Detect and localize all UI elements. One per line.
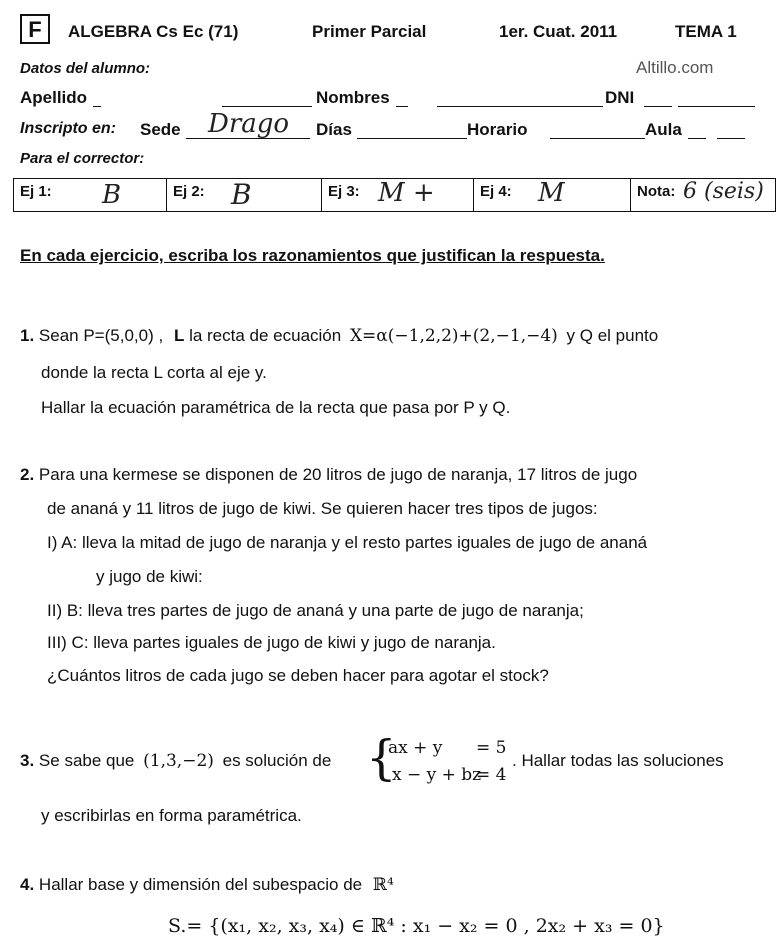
dni-line[interactable]: [678, 106, 755, 107]
exercise-2-line-1: [20, 464, 637, 486]
exercise-1-line-3: Hallar la ecuación paramétrica de la recta que pasa por P y Q.: [41, 398, 511, 417]
exercise-1-line-equation: X=α(−1,2,2)+(2,−1,−4): [349, 326, 558, 346]
dni-label: DNI: [605, 88, 635, 107]
exam-name: Primer Parcial: [312, 22, 427, 41]
exam-letter-box: [20, 14, 50, 44]
course-title: ALGEBRA Cs Ec (71): [68, 22, 239, 41]
exercise-4-text: Hallar base y dimensión del subespacio de: [38, 875, 363, 894]
aula-label: Aula: [645, 120, 682, 139]
grade-cell-label: Nota:: [637, 183, 676, 200]
exercise-3-text-c: . Hallar todas las soluciones: [512, 751, 724, 770]
exercise-1-number: 1.: [20, 326, 35, 345]
horario-line[interactable]: [550, 138, 645, 139]
exercise-1-part-a: Sean P=(5,0,0) ,: [38, 326, 164, 345]
exercise-2-text: Para una kermese se disponen de 20 litros de jugo de naranja, 17 litros de jugo: [38, 465, 638, 484]
exercise-1-part-e: y Q el punto: [566, 326, 659, 345]
exercise-4-number: 4.: [20, 875, 35, 894]
watermark: Altillo.com: [636, 58, 714, 77]
apellido-label: Apellido: [20, 88, 88, 107]
grade-mark: 6 (seis): [683, 179, 764, 204]
dni-line-a[interactable]: [644, 106, 672, 107]
exercise-4-line-1: [20, 874, 394, 896]
exercise-3-number: 3.: [20, 751, 35, 770]
apellido-line[interactable]: [93, 106, 101, 107]
nombres-line-a[interactable]: [396, 106, 408, 107]
exercise-1-line-2: donde la recta L corta al eje y.: [41, 363, 267, 382]
exercise-2-question: ¿Cuántos litros de cada jugo se deben hacer para agotar el stock?: [47, 666, 549, 685]
grade-cell-label: Ej 3:: [328, 183, 360, 200]
grade-mark: M: [538, 178, 565, 208]
exercise-4-space: ℝ⁴: [372, 875, 394, 895]
exercise-1-part-b: L: [173, 326, 185, 345]
corrector-label: Para el corrector:: [20, 150, 145, 167]
exercise-1-line-1: [20, 325, 658, 347]
grade-cell-label: Ej 4:: [480, 183, 512, 200]
exam-term: 1er. Cuat. 2011: [499, 22, 618, 41]
aula-line[interactable]: [717, 138, 745, 139]
exercise-3-line-2: y escribirlas en forma paramétrica.: [41, 806, 302, 825]
grade-cell-ej4[interactable]: [474, 179, 631, 211]
grade-cell-label: Ej 1:: [20, 183, 52, 200]
exercise-2-item-1: I) A: lleva la mitad de jugo de naranja y el resto partes iguales de jugo de ananá: [47, 533, 648, 552]
exam-letter: F: [28, 17, 42, 42]
exam-tema: TEMA 1: [675, 22, 737, 41]
student-section-label: Datos del alumno:: [20, 60, 151, 77]
system-eq-2-rhs: = 4: [476, 765, 507, 785]
exercise-2-item-1-cont: y jugo de kiwi:: [96, 567, 203, 586]
exercise-3-text-a: Se sabe que: [38, 751, 135, 770]
grade-cell-ej3[interactable]: [322, 179, 474, 211]
grade-cell-ej2[interactable]: [167, 179, 322, 211]
sede-label: Sede: [140, 120, 181, 139]
aula-line-a[interactable]: [688, 138, 706, 139]
exercise-2-item-2: II) B: lleva tres partes de jugo de ananá y una parte de jugo de naranja;: [47, 601, 584, 620]
exercise-1-part-c: la recta de ecuación: [189, 326, 342, 345]
exercise-3-line-1: [20, 750, 331, 772]
sede-handwritten: Drago: [208, 109, 290, 139]
system-eq-1-rhs: = 5: [476, 738, 507, 758]
system-eq-2-lhs: x − y + bz: [392, 765, 482, 785]
apellido-line-2[interactable]: [222, 106, 312, 107]
exercise-3-text-b: es solución de: [222, 751, 332, 770]
grade-mark: M +: [378, 178, 435, 208]
nombres-line[interactable]: [437, 106, 603, 107]
instructions: En cada ejercicio, escriba los razonamientos que justifican la respuesta.: [20, 246, 605, 265]
grade-cell-label: Ej 2:: [173, 183, 205, 200]
grading-table: [13, 178, 776, 212]
horario-label: Horario: [467, 120, 528, 139]
grade-cell-nota[interactable]: [631, 179, 775, 211]
dias-line[interactable]: [357, 138, 467, 139]
exercise-2-line-2: de ananá y 11 litros de jugo de kiwi. Se quieren hacer tres tipos de jugos:: [47, 499, 598, 518]
grade-mark: B: [102, 180, 122, 210]
exercise-2-item-3: III) C: lleva partes iguales de jugo de kiwi y jugo de naranja.: [47, 633, 496, 652]
subspace-definition: S.= {(x₁, x₂, x₃, x₄) ∈ ℝ⁴ : x₁ − x₂ = 0 , 2x₂ + x₃ = 0}: [168, 915, 665, 937]
grade-mark: B: [231, 178, 252, 211]
system-brace: {: [366, 730, 397, 786]
inscripto-label: Inscripto en:: [20, 120, 117, 137]
grade-cell-ej1[interactable]: [14, 179, 167, 211]
dias-label: Días: [316, 120, 352, 139]
exercise-3-solution: (1,3,−2): [143, 751, 214, 771]
nombres-label: Nombres: [316, 88, 390, 107]
system-eq-1-lhs: ax + y: [388, 738, 443, 758]
exercise-2-number: 2.: [20, 465, 35, 484]
